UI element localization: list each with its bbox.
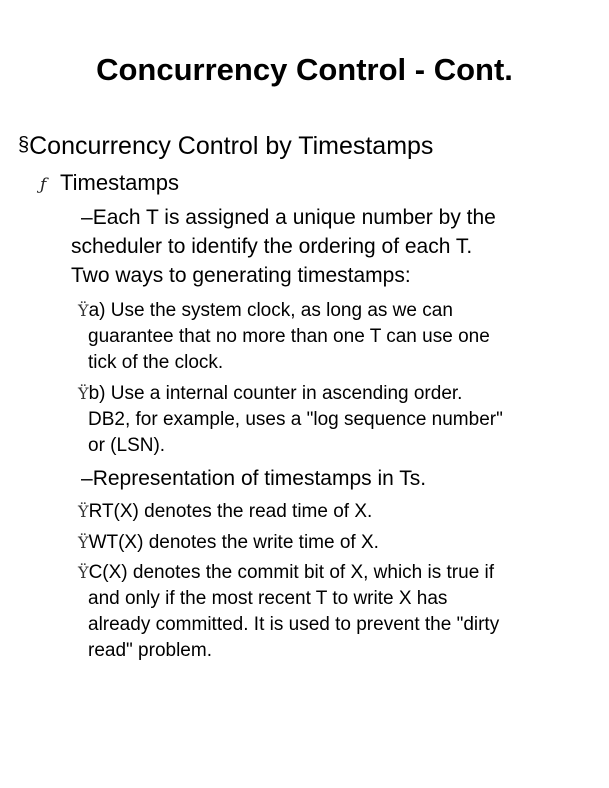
option-a-line2: guarantee that no more than one T can use one [88,326,490,347]
option-a-line3: tick of the clock. [88,352,224,373]
wt-text: WT(X) denotes the write time of X. [88,532,379,553]
commit-line2: and only if the most recent T to write X has [88,588,448,609]
commit-line4: read" problem. [88,640,212,661]
option-a-bullet-icon: Ÿ [78,301,89,320]
subsection-heading [40,170,179,198]
point1-line1 [81,205,496,231]
section-bullet-icon: § [18,134,30,156]
rt-bullet-icon: Ÿ [78,502,89,521]
option-b-line3: or (LSN). [88,435,166,456]
option-b-line2: DB2, for example, uses a "log sequence number" [88,409,503,430]
point1-dash: – [81,206,93,229]
commit-bullet-icon: Ÿ [78,563,89,582]
commit-line3: already committed. It is used to prevent the "dirty [88,614,500,635]
point1-line3: Two ways to generating timestamps: [71,264,411,287]
option-b-line1-text: b) Use a internal counter in ascending order. [88,383,463,404]
point2-dash: – [81,467,93,490]
option-b-bullet-icon: Ÿ [78,384,89,403]
point1-line2: scheduler to identify the ordering of each T. [71,235,473,258]
point2-line [81,466,426,492]
point1-line1-text: Each T is assigned a unique number by the [92,206,496,229]
wt-item [78,530,379,556]
option-b-line1 [78,381,462,407]
option-a-line1 [78,298,453,324]
point2-text: Representation of timestamps in Ts. [92,467,427,490]
section-text: Concurrency Control by Timestamps [29,132,434,160]
rt-text: RT(X) denotes the read time of X. [88,501,373,522]
slide-title: Concurrency Control - Cont. [96,52,513,87]
subsection-bullet-icon: ƒ [40,175,47,195]
commit-line1 [78,560,494,586]
section-heading [18,131,433,163]
commit-line1-text: C(X) denotes the commit bit of X, which is true if [88,562,495,583]
option-a-line1-text: a) Use the system clock, as long as we can [88,300,453,321]
rt-item [78,499,372,525]
subsection-text: Timestamps [60,170,179,195]
wt-bullet-icon: Ÿ [78,533,89,552]
